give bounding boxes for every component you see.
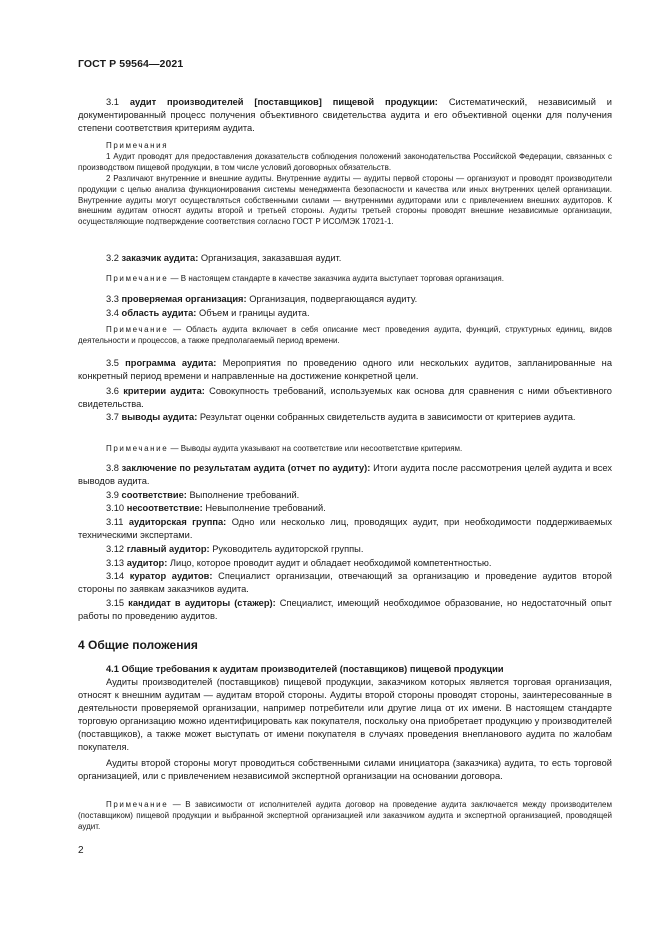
def-num: 3.8 [106, 463, 119, 473]
def-term: выводы аудита: [121, 412, 198, 422]
definition-3-13 [78, 557, 612, 570]
def-term: заключение по результатам аудита (отчет по аудиту): [121, 463, 371, 473]
def-num: 3.11 [106, 517, 124, 527]
section-4-1-paragraph-1: Аудиты производителей (поставщиков) пищевой продукции, заказчиком которых является торговая организация, относят к внешним аудитам — аудитам второй стороны. Аудиты второй стороны проводят стороны, заинтересованные в деятельности проверяемой организации, например потребители или другие лица от их имени. В настоящем стандарте торговую организацию можно идентифицировать как покупателя, поскольку она приобретает продукцию у производителей (поставщиков), а также может выступать от имени покупателя в случаях проведения внепланового аудита по жалобам покупателя. [78, 677, 612, 752]
def-term: аудит производителей [поставщиков] пищевой продукции: [129, 97, 438, 107]
def-text: Результат оценки собранных свидетельств аудита в зависимости от критериев аудита. [199, 412, 576, 422]
page-number: 2 [78, 845, 84, 856]
definition-3-11 [78, 516, 612, 542]
def-term: куратор аудитов: [129, 571, 213, 581]
def-num: 3.6 [106, 386, 119, 396]
def-text: Лицо, которое проводит аудит и обладает необходимой компетентностью. [169, 558, 492, 568]
def-term: аудиторская группа: [128, 517, 227, 527]
note-text: — Выводы аудита указывают на соответствие или несоответствие критериям. [170, 444, 463, 453]
def-num: 3.10 [106, 503, 125, 513]
note-3-1-2: 2 Различают внутренние и внешние аудиты. Внутренние аудиты — аудиты первой стороны — организуют и проводят производители продукции с целью анализа функционирования системы менеджмента безопасности и качества или иных внутренних целей организации. Внутренние аудиты могут осуществляться собственными силами — внутренними аудиторами или с привлечением внешних аудиторов. К внешним аудитам относят аудиты второй и третьей стороны. Аудиты третьей стороны проводят внешние независимые организации, осуществляющие подтверждение соответствия согласно ГОСТ Р ИСО/МЭК 17021-1. [78, 174, 612, 227]
note-text: — Область аудита включает в себя описание мест проведения аудита, функций, структурных единиц, видов деятельности и процессов, а также предполагаемый период времени. [78, 325, 612, 345]
def-term: критерии аудита: [123, 386, 205, 396]
definition-3-14 [78, 570, 612, 596]
notes-heading: Примечания [106, 141, 169, 150]
section-4-1-paragraph-2: Аудиты второй стороны могут проводиться собственными силами инициатора (заказчика) аудита, то есть торговой организацией, или с привлечением независимой экспертной организации на основании договора. [78, 758, 612, 781]
def-text: Организация, подвергающаяся аудиту. [249, 294, 418, 304]
def-text: Мероприятия по проведению одного или нескольких аудитов, запланированные на конкретный период времени и направленные на достижение конкретной цели. [78, 358, 612, 381]
section-4-title: 4 Общие положения [78, 638, 198, 652]
note-label: Примечание [106, 325, 169, 334]
subsection-4-1-title: 4.1 Общие требования к аудитам производителей (поставщиков) пищевой продукции [106, 664, 504, 674]
note-3-1-1: 1 Аудит проводят для предоставления доказательств соблюдения положений законодательства Российской Федерации, связанных с производством пищевой продукции, в том числе условий договорных обязательств. [78, 152, 612, 172]
definition-3-8 [78, 462, 612, 488]
note-text: — В зависимости от исполнителей аудита договор на проведение аудита заключается между производителем (поставщиком) пищевой продукции и выбранной экспертной организацией или заказчиком аудита и экспертной организацией, проводящей аудит. [78, 800, 612, 831]
definition-3-7 [78, 411, 612, 424]
def-text: Специалист, имеющий необходимое образование, но недостаточный опыт работы по проведению аудитов. [78, 598, 612, 621]
def-text: Объем и границы аудита. [198, 308, 310, 318]
def-term: аудитор: [126, 558, 168, 568]
definition-3-12 [78, 543, 612, 556]
def-term: несоответствие: [126, 503, 203, 513]
def-num: 3.13 [106, 558, 125, 568]
def-text: Систематический, независимый и документированный процесс получения объективного свидетельства аудита и его объективной оценки для получения степени соответствия критериям аудита. [78, 97, 612, 133]
document-header: ГОСТ Р 59564—2021 [78, 58, 184, 70]
note-4-1 [78, 800, 612, 832]
def-num: 3.4 [106, 308, 119, 318]
definition-3-5 [78, 357, 612, 383]
def-text: Одно или несколько лиц, проводящих аудит, при необходимости поддерживаемых техническими экспертами. [78, 517, 612, 540]
def-term: кандидат в аудиторы (стажер): [128, 598, 276, 608]
def-term: соответствие: [121, 490, 187, 500]
def-num: 3.15 [106, 598, 125, 608]
def-term: область аудита: [121, 308, 197, 318]
note-3-7 [78, 444, 612, 455]
def-num: 3.3 [106, 294, 119, 304]
def-num: 3.9 [106, 490, 119, 500]
def-num: 3.1 [106, 97, 119, 107]
def-num: 3.2 [106, 253, 119, 263]
note-label: Примечание [106, 800, 169, 809]
note-text: — В настоящем стандарте в качестве заказчика аудита выступает торговая организация. [170, 274, 504, 283]
def-text: Руководитель аудиторской группы. [212, 544, 364, 554]
def-text: Специалист организации, отвечающий за организацию и проведение аудитов второй стороны по заявкам заказчиков аудита. [78, 571, 612, 594]
def-text: Итоги аудита после рассмотрения целей аудита и всех выводов аудита. [78, 463, 612, 486]
def-text: Организация, заказавшая аудит. [200, 253, 342, 263]
note-label: Примечание [106, 444, 169, 453]
note-3-2 [78, 274, 612, 285]
definition-3-1 [78, 96, 612, 135]
def-text: Невыполнение требований. [205, 503, 326, 513]
definition-3-10 [78, 502, 612, 515]
def-num: 3.5 [106, 358, 119, 368]
note-3-4 [78, 325, 612, 347]
def-term: главный аудитор: [126, 544, 210, 554]
definition-3-2 [78, 252, 612, 265]
def-text: Совокупность требований, используемых как основа для сравнения с ними объективного свидетельства. [78, 386, 612, 409]
definition-3-6 [78, 385, 612, 411]
definition-3-9 [78, 489, 612, 502]
def-num: 3.7 [106, 412, 119, 422]
def-text: Выполнение требований. [189, 490, 300, 500]
def-term: проверяемая организация: [121, 294, 247, 304]
definition-3-15 [78, 597, 612, 623]
definition-3-3 [78, 293, 612, 306]
note-label: Примечание [106, 274, 169, 283]
def-term: программа аудита: [125, 358, 217, 368]
def-num: 3.14 [106, 571, 125, 581]
def-num: 3.12 [106, 544, 125, 554]
def-term: заказчик аудита: [121, 253, 199, 263]
definition-3-4 [78, 307, 612, 320]
